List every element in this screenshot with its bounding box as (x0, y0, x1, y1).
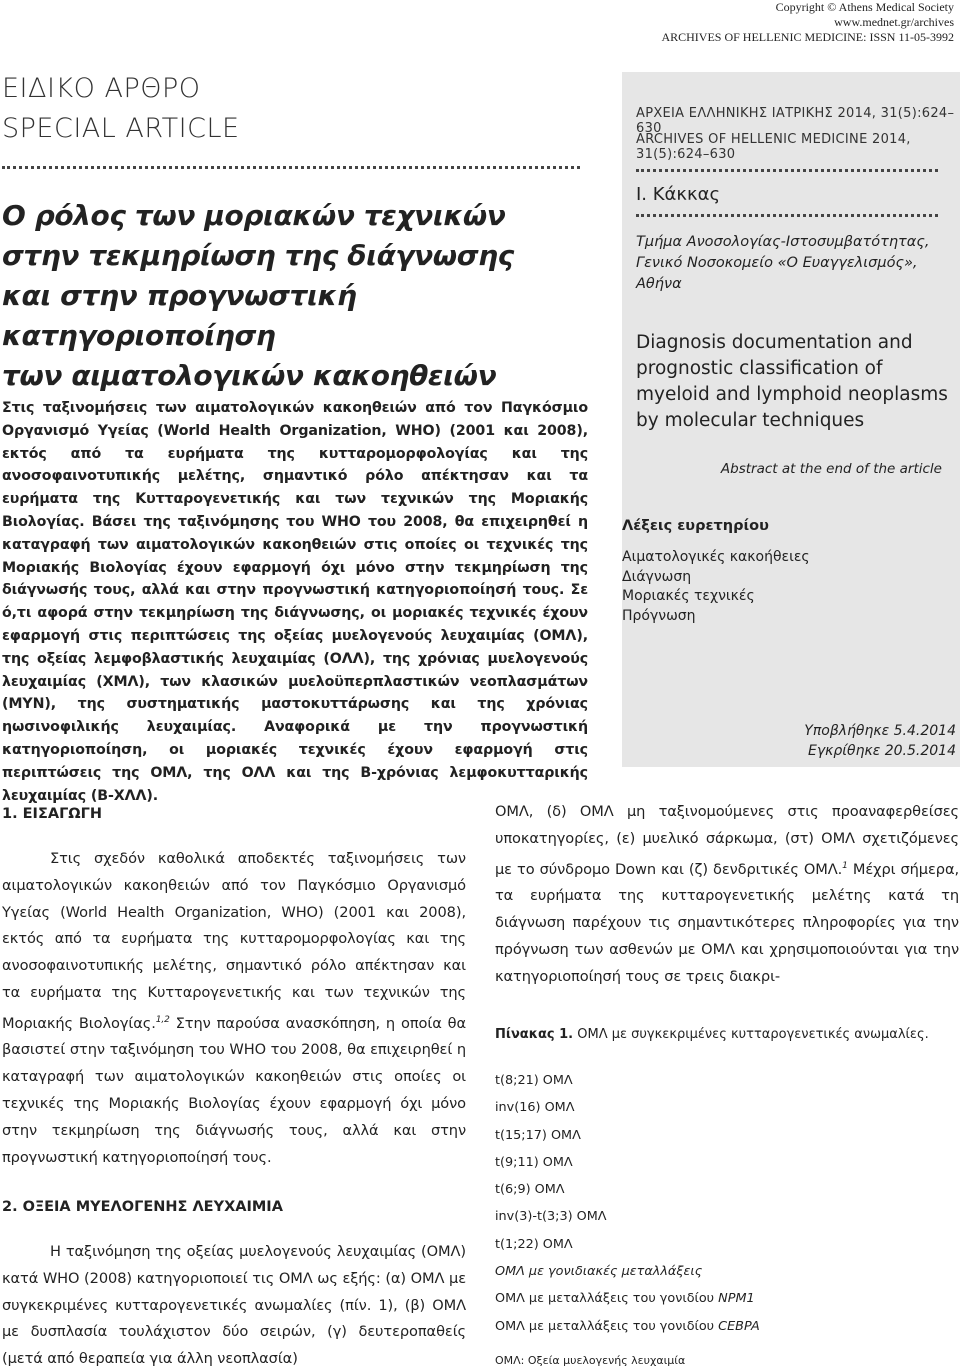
table-row: t(8;21) ΟΜΛ (495, 1073, 573, 1088)
table-1 (495, 1071, 955, 1344)
right-text-a: ΟΜΛ, (δ) ΟΜΛ μη ταξινομούμενες στις προαναφερθείσες υποκατηγορίες, (ε) μυελικό σάρκωμα, (στ) ΟΜΛ σχετιζόμενες με το σύνδρομο Down και (ζ) δενδριτικές ΟΜΛ. (495, 803, 959, 878)
keyword-item: Πρόγνωση (622, 607, 696, 624)
author-affiliation: Τμήμα Ανοσολογίας-Ιστοσυμβατότητας, Γενικό Νοσοκομείο «Ο Ευαγγελισμός», Αθήνα (636, 234, 930, 292)
sidebar-divider (636, 214, 938, 217)
gene-name: CEBPA (718, 1318, 760, 1334)
english-title: Diagnosis documentation and prognostic classification of myeloid and lymphoid neoplasms by molecular techniques (636, 332, 948, 431)
keyword-item: Διάγνωση (622, 568, 692, 585)
right-column-paragraph (495, 799, 959, 990)
accepted-date: Εγκρίθηκε 20.5.2014 (808, 743, 956, 759)
table-row (495, 1289, 955, 1316)
gene-name: NPM1 (718, 1291, 755, 1307)
greek-abstract: Στις ταξινομήσεις των αιματολογικών κακοηθειών από τον Παγκόσμιο Οργανισμό Υγείας (World Health Organization, WHO) (2001 και 2008), εκτός από τα ευρήματα της κυτταρομορφολογίας και της ανοσοφαινοτυπικής μελέτης, σημαντικό ρόλο απέκτησαν και τα ευρήματα της Κυτταρογενετικής και των τεχνικών της Μοριακής Βιολογίας. Βάσει της ταξινόμησης του WHO του 2008, θα επιχειρηθεί η καταγραφή των αιματολογικών κακοηθειών στις οποίες οι τεχνικές της Μοριακής Βιολογίας έχουν εφαρμογή όχι μόνο στην τεκμηρίωση της διάγνωσής τους, αλλά και στην προγνωστική κατηγοριοποίησή τους. Σε ό,τι αφορά στην τεκμηρίωση της διάγνωσης, οι μοριακές τεχνικές έχουν εφαρμογή στις περιπτώσεις της οξείας μυελογενούς λευχαιμίας (ΟΜΛ), της οξείας λεμφοβλαστικής λευχαιμίας (ΟΛΛ), της χρόνιας μυελογενούς λευχαιμίας (ΧΜΛ), των κλασικών μυελοϋπερπλαστικών νεοπλασμάτων (ΜΥΝ), της συστηματικής μαστοκυττάρωσης και της χρόνιας ηωσινοφιλικής λευχαιμίας. Αναφορικά με την προγνωστική κατηγοριοποίηση, οι μοριακές τεχνικές έχουν εφαρμογή στις περιπτώσεις της ΟΜΛ, της ΟΛΛ και της Β-χρόνιας λεμφοκυτταρικής λευχαιμίας (Β-ΧΛΛ). (2, 400, 588, 804)
table-caption (495, 1027, 929, 1042)
aml-paragraph: Η ταξινόμηση της οξείας μυελογενούς λευχαιμίας (ΟΜΛ) κατά WHO (2008) κατηγοριοποιεί τις ΟΜΛ ως εξής: (α) ΟΜΛ με συγκεκριμένες κυτταρογενετικές ανωμαλίες (πίν. 1), (β) ΟΜΛ με δυσπλασία τουλάχιστον δύο σειρών, (γ) δευτεροπαθείς (μετά από θεραπεία για άλλη νεοπλασία) (2, 1243, 466, 1368)
table-row: inv(3)-t(3;3) ΟΜΛ (495, 1209, 607, 1225)
section-heading-introduction: 1. ΕΙΣΑΓΩΓΗ (2, 806, 103, 822)
author-name: Ι. Κάκκας (636, 184, 721, 205)
title-line: στην τεκμηρίωση της διάγνωσης (2, 239, 514, 272)
right-text-b: Μέχρι σήμερα, τα ευρήματα της κυτταρογενετικής μελέτης κατά τη διάγνωση παρέχουν τις σημαντικότερες πληροφορίες για την πρόγνωση των ασθενών με ΟΜΛ και χρησιμοποιούνται για την κατηγοριοποίησή τους σε τρεις διακρι- (495, 860, 960, 985)
article-dates (804, 721, 956, 761)
table-row: t(15;17) ΟΜΛ (495, 1127, 581, 1143)
submitted-date: Υποβλήθηκε 5.4.2014 (804, 723, 956, 739)
section-label-greek: ΕΙΔΙΚΟ ΑΡΘΡΟ (2, 73, 201, 104)
table-footnote: ΟΜΛ: Οξεία μυελογενής λευχαιμία (495, 1354, 686, 1367)
section-heading-aml: 2. ΟΞΕΙΑ ΜΥΕΛΟΓΕΝΗΣ ΛΕΥΧΑΙΜΙΑ (2, 1199, 283, 1215)
issn-line: ARCHIVES OF HELLENIC MEDICINE: ISSN 11-05-3992 (661, 30, 954, 44)
keyword-item: Μοριακές τεχνικές (622, 588, 755, 604)
table-row: ΟΜΛ με γονιδιακές μεταλλάξεις (495, 1264, 703, 1280)
table-row: t(6;9) ΟΜΛ (495, 1182, 565, 1198)
title-line: και στην προγνωστική κατηγοριοποίηση (2, 279, 357, 352)
sidebar-divider (636, 169, 938, 172)
citation-ref[interactable]: 1,2 (155, 1014, 170, 1025)
copyright-block (661, 0, 954, 45)
table-label: Πίνακας 1. (495, 1027, 574, 1042)
section-label-english: SPECIAL ARTICLE (2, 113, 240, 144)
journal-url[interactable]: www.mednet.gr/archives (834, 15, 954, 29)
citation-ref[interactable]: 1 (842, 860, 848, 871)
intro-text-b: Στην παρούσα ανασκόπηση, η οποία θα βασιστεί στην ταξινόμηση του WHO του 2008, θα επιχειρηθεί η καταγραφή των αιματολογικών κακοηθειών στις οποίες οι τεχνικές της Μοριακής Βιολογίας έχουν εφαρμογή όχι μόνο στην τεκμηρίωση της διάγνωσής τους, αλλά και στην προγνωστική κατηγοριοποίησή τους. (2, 1014, 466, 1166)
journal-citation-english: ARCHIVES OF HELLENIC MEDICINE 2014, 31(5):624–630 (636, 132, 911, 162)
title-line: των αιματολογικών κακοηθειών (2, 359, 497, 392)
journal-citation-greek: ΑΡΧΕΙΑ ΕΛΛΗΝΙΚΗΣ ΙΑΤΡΙΚΗΣ 2014, 31(5):624–630 (636, 106, 955, 136)
keyword-item: Αιματολογικές κακοήθειες (622, 549, 810, 565)
keywords-list (622, 548, 810, 626)
copyright-text: Copyright © Athens Medical Society (775, 0, 954, 14)
table-row-text: ΟΜΛ με μεταλλάξεις του γονιδίου (495, 1291, 719, 1307)
title-line: Ο ρόλος των μοριακών τεχνικών (2, 199, 506, 232)
abstract-note: Abstract at the end of the article (720, 461, 942, 477)
table-row: inv(16) ΟΜΛ (495, 1100, 575, 1116)
title-divider (2, 166, 580, 169)
table-row-text: ΟΜΛ με μεταλλάξεις του γονιδίου (495, 1318, 719, 1334)
table-caption-text: ΟΜΛ με συγκεκριμένες κυτταρογενετικές ανωμαλίες. (577, 1027, 929, 1042)
intro-text-a: Στις σχεδόν καθολικά αποδεκτές ταξινομήσεις των αιματολογικών κακοηθειών από τον Παγκόσμιο Οργανισμό Υγείας (World Health Organization, WHO) (2001 και 2008), εκτός από τα ευρήματα της κυτταρομορφολογίας και της ανοσοφαινοτυπικής μελέτης, σημαντικό ρόλο απέκτησαν και τα ευρήματα της Κυτταρογενετικής και των τεχνικών της Μοριακής Βιολογίας. (2, 850, 466, 1032)
article-title (2, 196, 592, 396)
table-row (495, 1317, 955, 1344)
table-row: t(9;11) ΟΜΛ (495, 1154, 573, 1170)
keywords-heading: Λέξεις ευρετηρίου (622, 518, 769, 534)
introduction-paragraph (2, 846, 466, 1171)
table-row: t(1;22) ΟΜΛ (495, 1236, 573, 1252)
